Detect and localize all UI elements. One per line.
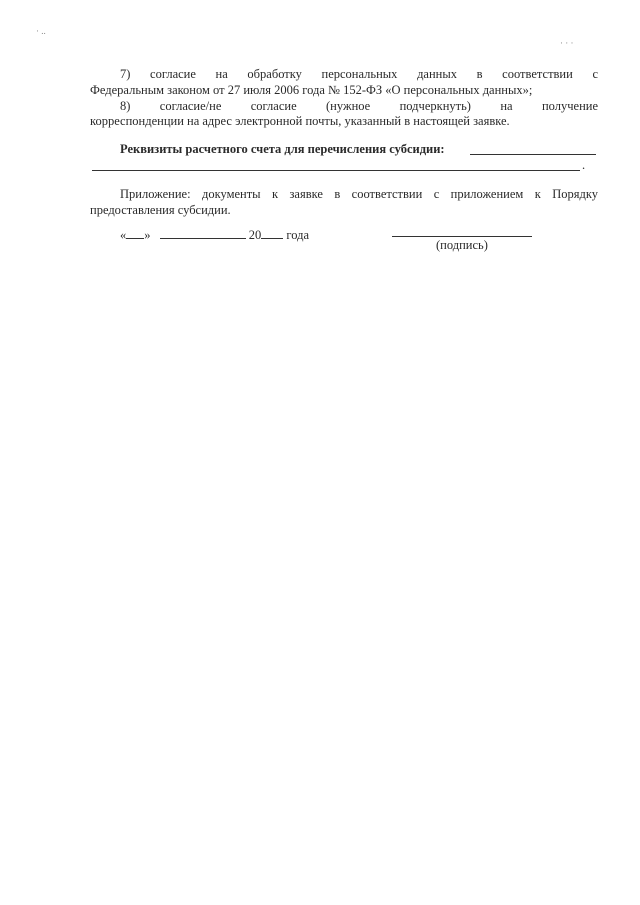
- signature-caption: (подпись): [436, 238, 488, 252]
- item-8-line-1: 8) согласие/не согласие (нужное подчеркнуть) на получение: [120, 99, 598, 113]
- requisites-label: Реквизиты расчетного счета для перечисления субсидии:: [120, 142, 445, 156]
- date-close-quote: »: [144, 228, 151, 242]
- item-7-line-2: Федеральным законом от 27 июля 2006 года № 152-ФЗ «О персональных данных»;: [90, 83, 533, 97]
- signature-blank[interactable]: [392, 236, 532, 237]
- attachment-line-1: Приложение: документы к заявке в соответствии с приложением к Порядку: [120, 187, 598, 201]
- date-year-prefix: 20: [248, 228, 262, 242]
- scan-mark-right: · · ·: [560, 38, 574, 48]
- item-8-line-2: корреспонденции на адрес электронной почты, указанный в настоящей заявке.: [90, 114, 510, 128]
- requisites-blank-2[interactable]: [92, 170, 580, 171]
- date-year-suffix: года: [286, 228, 309, 242]
- date-month-blank[interactable]: [160, 226, 246, 239]
- date-open-quote: «: [120, 228, 127, 242]
- date-year-blank[interactable]: [261, 226, 283, 239]
- item-7-line-1: 7) согласие на обработку персональных данных в соответствии с: [120, 67, 598, 81]
- scan-mark-left: · ..: [36, 26, 46, 36]
- attachment-line-2: предоставления субсидии.: [90, 203, 231, 217]
- date-day-blank[interactable]: [126, 226, 144, 239]
- date-line: [120, 226, 340, 243]
- requisites-blank-1[interactable]: [470, 154, 596, 155]
- requisites-end-mark: .: [582, 158, 586, 172]
